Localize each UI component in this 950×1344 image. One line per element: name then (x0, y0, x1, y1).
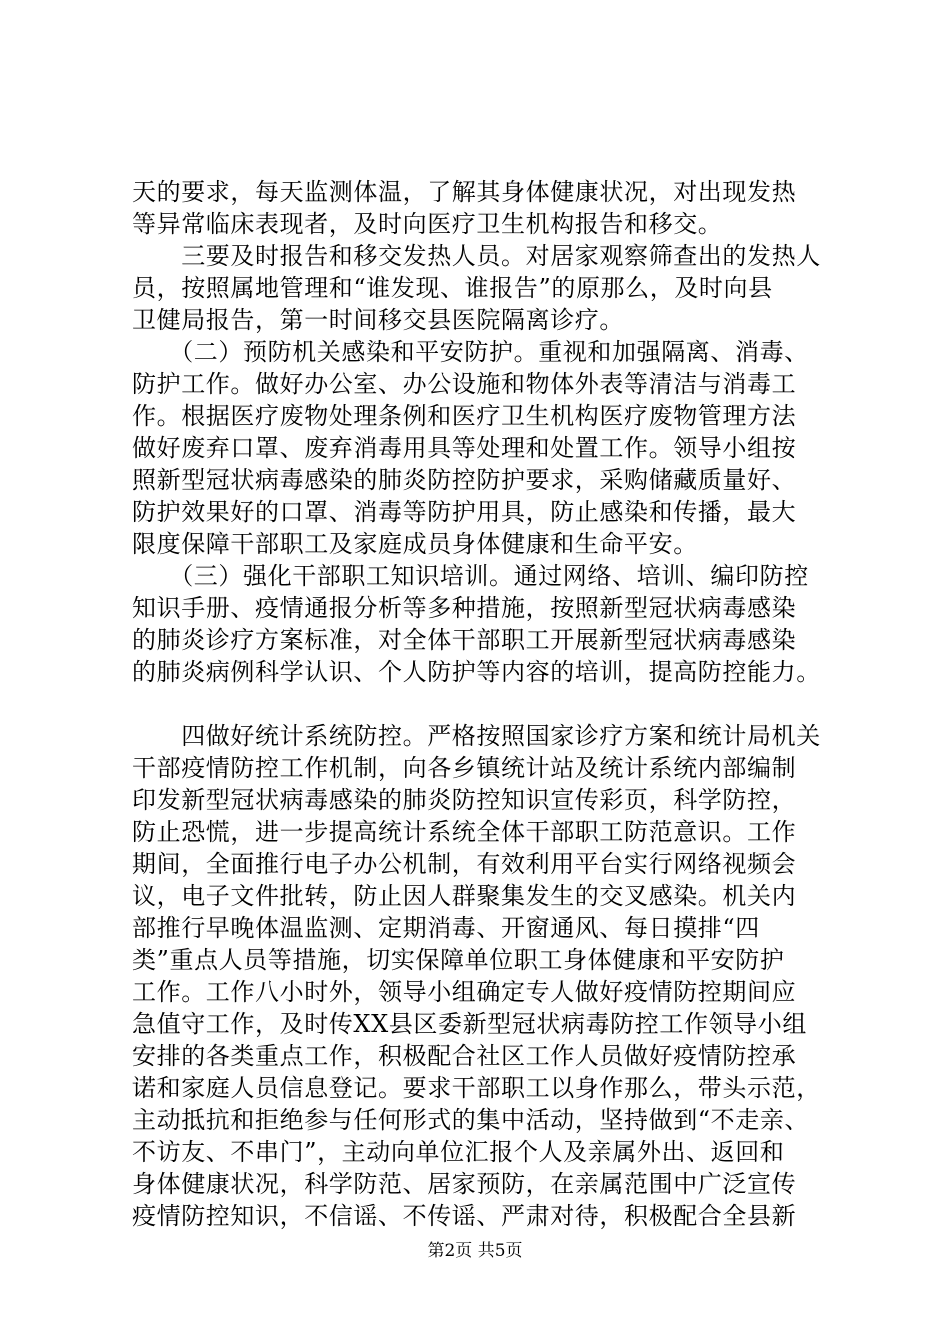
text-line: 期间，全面推行电子办公机制，有效利用平台实行网络视频会 (132, 850, 797, 878)
text-line: 诺和家庭人员信息登记。要求干部职工以身作那么，带头示范， (132, 1074, 821, 1102)
text-line: 急值守工作，及时传XX县区委新型冠状病毒防控工作领导小组 (132, 1010, 807, 1038)
text-line: 员，按照属地管理和“谁发现、谁报告”的原那么，及时向县 (132, 274, 773, 302)
text-line: 防止恐慌，进一步提高统计系统全体干部职工防范意识。工作 (132, 818, 797, 846)
text-line: 的肺炎病例科学认识、个人防护等内容的培训，提高防控能力。 (132, 658, 821, 686)
text-line: 主动抵抗和拒绝参与任何形式的集中活动，坚持做到“不走亲、 (132, 1106, 810, 1134)
text-line: 卫健局报告，第一时间移交县医院隔离诊疗。 (132, 306, 624, 334)
text-line: 天的要求，每天监测体温，了解其身体健康状况，对出现发热 (132, 178, 797, 206)
text-line: 干部疫情防控工作机制，向各乡镇统计站及统计系统内部编制 (132, 754, 797, 782)
text-line: 知识手册、疫情通报分析等多种措施，按照新型冠状病毒感染 (132, 594, 797, 622)
text-line: 防护工作。做好办公室、办公设施和物体外表等清洁与消毒工 (132, 370, 797, 398)
text-line: 四做好统计系统防控。严格按照国家诊疗方案和统计局机关 (132, 722, 821, 750)
text-line: 作。根据医疗废物处理条例和医疗卫生机构医疗废物管理方法 (132, 402, 797, 430)
text-line: 类”重点人员等措施，切实保障单位职工身体健康和平安防护 (132, 946, 785, 974)
text-line: 议，电子文件批转，防止因人群聚集发生的交叉感染。机关内 (132, 882, 797, 910)
text-line: 等异常临床表现者，及时向医疗卫生机构报告和移交。 (132, 210, 723, 238)
text-line: 三要及时报告和移交发热人员。对居家观察筛查出的发热人 (132, 242, 821, 270)
text-line: 防护效果好的口罩、消毒等防护用具，防止感染和传播，最大 (132, 498, 797, 526)
text-line: 安排的各类重点工作，积极配合社区工作人员做好疫情防控承 (132, 1042, 797, 1070)
text-line: 不访友、不串门”，主动向单位汇报个人及亲属外出、返回和 (132, 1138, 785, 1166)
text-line: 疫情防控知识，不信谣、不传谣、严肃对待，积极配合全县新 (132, 1202, 797, 1230)
text-line: （三）强化干部职工知识培训。通过网络、培训、编印防控 (132, 562, 809, 590)
text-line: 工作。工作八小时外，领导小组确定专人做好疫情防控期间应 (132, 978, 797, 1006)
page-number-footer: 第2页 共5页 (427, 1241, 523, 1261)
text-line: 限度保障干部职工及家庭成员身体健康和生命平安。 (132, 530, 698, 558)
text-line: （二）预防机关感染和平安防护。重视和加强隔离、消毒、 (132, 338, 809, 366)
text-line: 的肺炎诊疗方案标准，对全体干部职工开展新型冠状病毒感染 (132, 626, 797, 654)
text-line: 做好废弃口罩、废弃消毒用具等处理和处置工作。领导小组按 (132, 434, 797, 462)
text-line: 照新型冠状病毒感染的肺炎防控防护要求，采购储藏质量好、 (132, 466, 797, 494)
text-line: 部推行早晚体温监测、定期消毒、开窗通风、每日摸排“四 (132, 914, 760, 942)
text-line: 身体健康状况，科学防范、居家预防，在亲属范围中广泛宣传 (132, 1170, 797, 1198)
text-line: 印发新型冠状病毒感染的肺炎防控知识宣传彩页，科学防控， (132, 786, 797, 814)
